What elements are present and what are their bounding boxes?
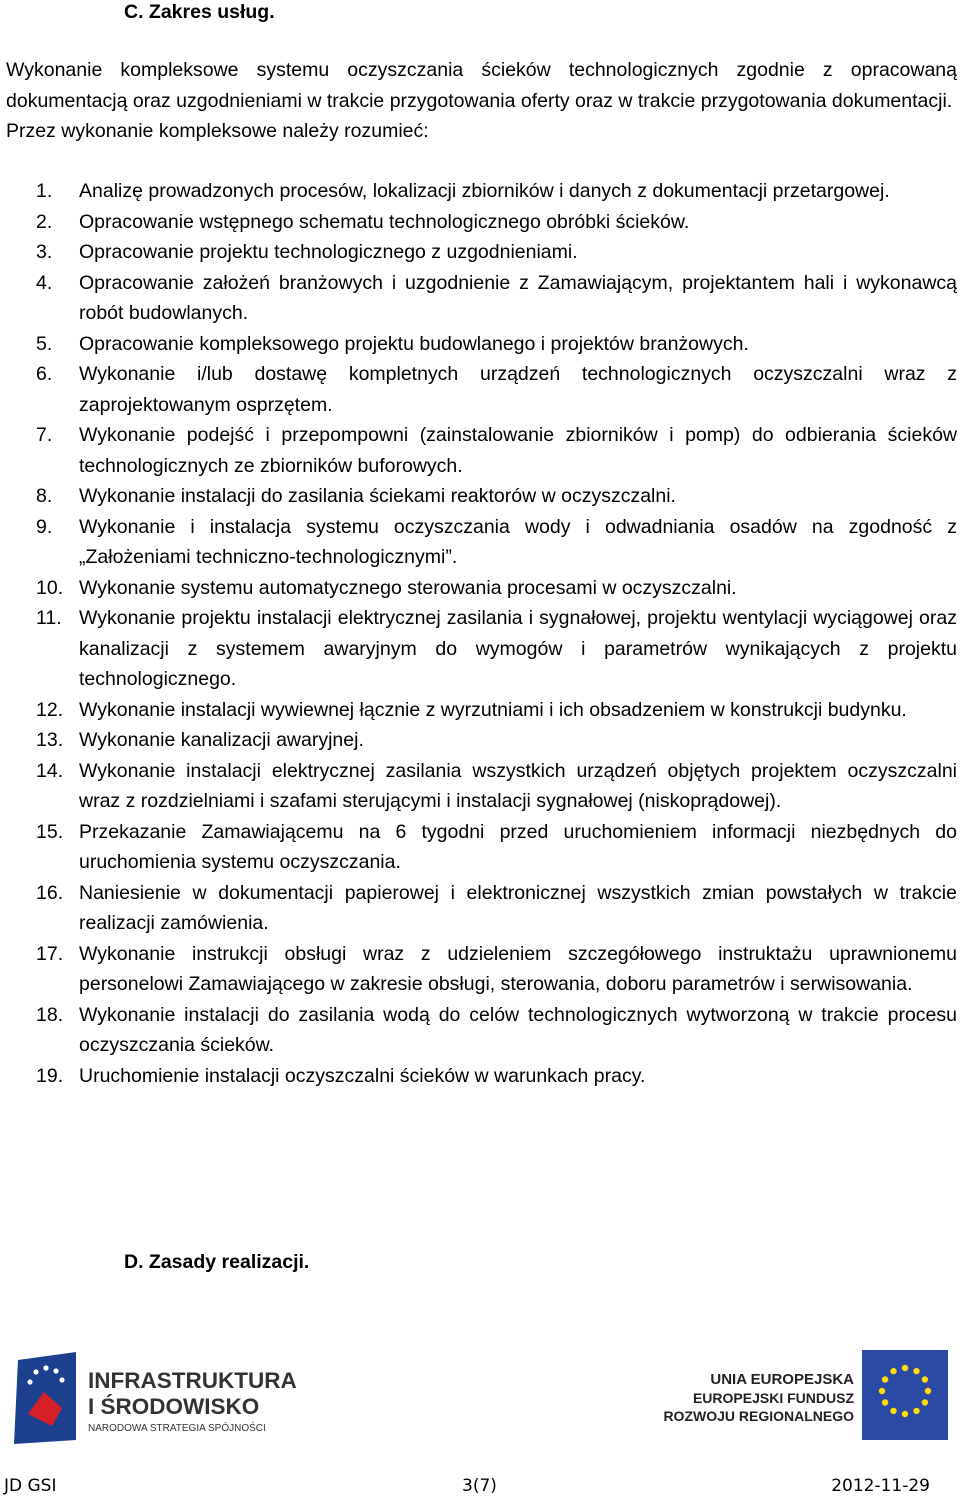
list-item xyxy=(0,573,957,604)
logo-title-line1: INFRASTRUKTURA xyxy=(88,1368,297,1393)
list-item-number: 3. xyxy=(36,241,53,263)
list-item-text: Uruchomienie instalacji oczyszczalni ścieków w warunkach pracy. xyxy=(79,1064,646,1087)
eu-logo-line3: ROZWOJU REGIONALNEGO xyxy=(663,1408,854,1424)
list-item-number: 9. xyxy=(36,515,53,538)
list-item-number: 4. xyxy=(36,271,53,294)
list-item-number: 13. xyxy=(36,729,64,751)
list-item xyxy=(0,420,957,481)
scope-list xyxy=(0,176,957,1091)
list-item xyxy=(0,817,957,878)
list-item-number: 5. xyxy=(36,332,53,355)
list-item-number: 1. xyxy=(36,180,53,202)
list-item xyxy=(0,1061,957,1092)
list-item xyxy=(0,1000,957,1061)
list-item-number: 12. xyxy=(36,698,64,721)
list-item-text: Wykonanie i/lub dostawę kompletnych urządzeń technologicznych oczyszczalni wraz z zaprojektowanym osprzętem. xyxy=(79,363,957,416)
list-item-text: Przekazanie Zamawiającemu na 6 tygodni przed uruchomieniem informacji niezbędnych do uruchomienia systemu oczyszczania. xyxy=(79,820,957,873)
infrastruktura-srodowisko-logo xyxy=(14,1352,314,1444)
list-item-text: Opracowanie założeń branżowych i uzgodnienie z Zamawiającym, projektantem hali i wykonawcą robót budowlanych. xyxy=(79,271,957,324)
section-c-heading: C. Zakres usług. xyxy=(124,1,275,23)
eu-logo-line1: UNIA EUROPEJSKA xyxy=(710,1371,854,1388)
list-item xyxy=(0,329,957,360)
section-d-heading: D. Zasady realizacji. xyxy=(124,1251,310,1273)
eu-fund-logo xyxy=(612,1344,952,1444)
footer-page-number: 3(7) xyxy=(462,1476,497,1496)
eu-flag-icon xyxy=(862,1350,948,1440)
list-item-number: 16. xyxy=(36,881,64,904)
list-item xyxy=(0,725,957,756)
logo-title-line2: I ŚRODOWISKO xyxy=(88,1394,260,1419)
list-item-number: 6. xyxy=(36,363,53,385)
list-item-text: Naniesienie w dokumentacji papierowej i elektronicznej wszystkich zmian powstałych w trakcie realizacji zamówienia. xyxy=(79,881,957,934)
list-item xyxy=(0,756,957,817)
list-item-number: 11. xyxy=(36,607,62,629)
list-item-text: Wykonanie systemu automatycznego sterowania procesami w oczyszczalni. xyxy=(79,576,737,599)
list-item xyxy=(0,695,957,726)
list-item-number: 15. xyxy=(36,820,64,843)
list-item-text: Wykonanie instalacji wywiewnej łącznie z wyrzutniami i ich obsadzeniem w konstrukcji budynku. xyxy=(79,698,907,721)
list-item-text: Wykonanie instalacji do zasilania wodą do celów technologicznych wytworzoną w trakcie procesu oczyszczania ścieków. xyxy=(79,1003,957,1056)
list-item-number: 14. xyxy=(36,759,64,782)
list-item xyxy=(0,176,957,207)
list-item xyxy=(0,268,957,329)
intro-paragraph: Wykonanie kompleksowe systemu oczyszczania ścieków technologicznych zgodnie z opracowaną dokumentacją oraz uzgodnieniami w trakcie przygotowania oferty oraz w trakcie przygotowania dokumentacji. xyxy=(6,59,957,112)
list-item-text: Wykonanie projektu instalacji elektrycznej zasilania i sygnałowej, projektu wentylacji wyciągowej oraz kanalizacji z systemem awaryjnym do wymogów i parametrów wynikających z projektu technologicznego. xyxy=(79,607,957,690)
list-item-text: Wykonanie instalacji do zasilania ściekami reaktorów w oczyszczalni. xyxy=(79,485,676,507)
list-item xyxy=(0,359,957,420)
intro-lead-in: Przez wykonanie kompleksowe należy rozumieć: xyxy=(6,120,429,142)
list-item xyxy=(0,207,957,238)
list-item xyxy=(0,603,957,695)
eu-logo-line2: EUROPEJSKI FUNDUSZ xyxy=(692,1390,854,1406)
list-item-text: Wykonanie instalacji elektrycznej zasilania wszystkich urządzeń objętych projektem oczyszczalni wraz z rozdzielniami i szafami sterującymi i instalacji sygnałowej (niskoprądowej). xyxy=(79,759,957,812)
list-item xyxy=(0,237,957,268)
list-item-number: 7. xyxy=(36,424,53,446)
list-item xyxy=(0,481,957,512)
list-item-text: Wykonanie kanalizacji awaryjnej. xyxy=(79,729,364,751)
list-item-text: Analizę prowadzonych procesów, lokalizacji zbiorników i danych z dokumentacji przetargowej. xyxy=(79,180,890,202)
intro-text xyxy=(6,55,957,147)
list-item xyxy=(0,878,957,939)
list-item-text: Opracowanie projektu technologicznego z uzgodnieniami. xyxy=(79,241,578,263)
footer-date: 2012-11-29 xyxy=(831,1476,930,1496)
list-item-text: Wykonanie i instalacja systemu oczyszczania wody i odwadniania osadów na zgodność z „Założeniami techniczno-technologicznymi”. xyxy=(79,515,957,568)
list-item-number: 8. xyxy=(36,485,53,507)
list-item xyxy=(0,512,957,573)
page-footer xyxy=(4,1474,930,1498)
list-item-number: 17. xyxy=(36,942,64,965)
list-item-number: 18. xyxy=(36,1003,64,1026)
list-item-number: 10. xyxy=(36,576,64,599)
cohesion-flag-icon xyxy=(14,1352,76,1444)
logo-subtitle: NARODOWA STRATEGIA SPÓJNOŚCI xyxy=(88,1423,266,1434)
list-item-text: Wykonanie podejść i przepompowni (zainstalowanie zbiorników i pomp) do odbierania ścieków technologicznych ze zbiorników buforowych. xyxy=(79,424,957,477)
list-item-text: Wykonanie instrukcji obsługi wraz z udzieleniem szczegółowego instruktażu uprawnionemu personelowi Zamawiającego w zakresie obsługi, sterowania, doboru parametrów i serwisowania. xyxy=(79,942,957,995)
list-item-text: Opracowanie kompleksowego projektu budowlanego i projektów branżowych. xyxy=(79,332,749,355)
list-item-text: Opracowanie wstępnego schematu technologicznego obróbki ścieków. xyxy=(79,210,690,233)
footer-doc-id: JD GSI xyxy=(4,1476,57,1496)
list-item-number: 2. xyxy=(36,210,53,233)
list-item-number: 19. xyxy=(36,1064,64,1087)
list-item xyxy=(0,939,957,1000)
